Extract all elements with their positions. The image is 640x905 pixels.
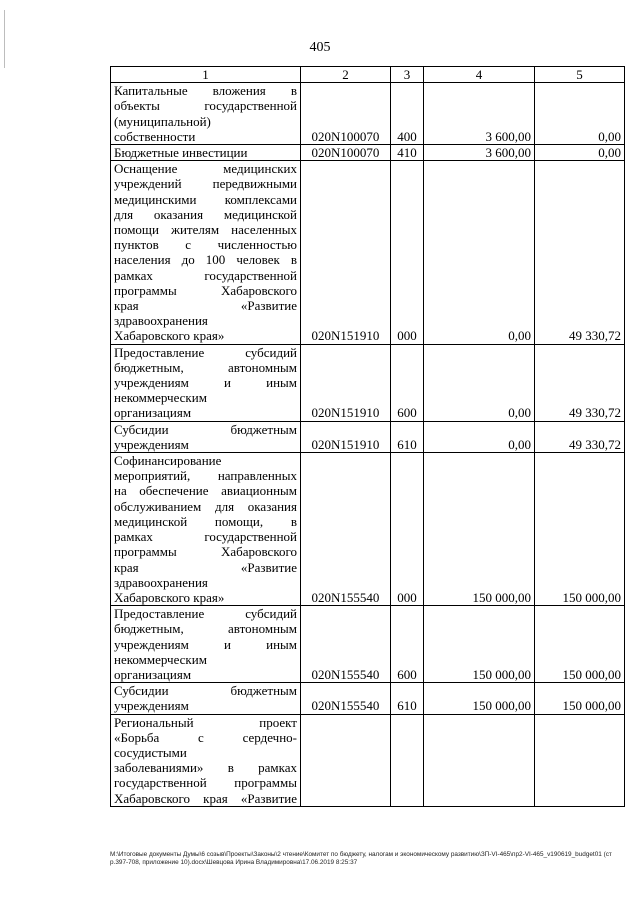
row-code: 020N151910 xyxy=(301,421,391,452)
row-name-line: учреждениям и иным xyxy=(114,636,297,652)
row-col4: 0,00 xyxy=(424,344,535,421)
row-name xyxy=(111,421,301,452)
row-col5: 0,00 xyxy=(535,83,625,145)
row-name-line: на обеспечение авиационным xyxy=(114,483,297,499)
row-name-line: Хабаровского края «Развитие xyxy=(114,790,297,806)
row-name-line: помощи жителям населенных xyxy=(114,222,297,238)
row-type: 610 xyxy=(391,683,424,714)
row-col5: 49 330,72 xyxy=(535,421,625,452)
row-name-line: здравоохранения xyxy=(114,313,208,329)
row-name-line: здравоохранения xyxy=(114,574,208,590)
header-col-5: 5 xyxy=(535,67,625,83)
row-type: 610 xyxy=(391,421,424,452)
row-name-line: Оснащение медицинских xyxy=(114,161,297,177)
scan-edge-mark xyxy=(4,10,5,68)
row-name xyxy=(111,683,301,714)
row-name-line: Хабаровского края» xyxy=(114,589,225,605)
row-code: 020N151910 xyxy=(301,344,391,421)
row-col5: 150 000,00 xyxy=(535,606,625,683)
row-code: 020N155540 xyxy=(301,683,391,714)
row-type: 000 xyxy=(391,453,424,606)
table-row xyxy=(111,161,625,344)
table-row xyxy=(111,344,625,421)
row-name xyxy=(111,714,301,806)
row-name-line: для оказания медицинской xyxy=(114,206,297,222)
row-name-line: Софинансирование xyxy=(114,453,222,469)
row-name-line: государственной программы xyxy=(114,775,297,791)
row-name-line: объекты государственной xyxy=(114,98,297,114)
row-type: 410 xyxy=(391,145,424,161)
row-name xyxy=(111,161,301,344)
page-number: 405 xyxy=(309,40,331,55)
row-name xyxy=(111,145,301,161)
row-name-line: пунктов с численностью xyxy=(114,237,297,253)
row-name xyxy=(111,453,301,606)
row-type xyxy=(391,714,424,806)
row-type: 000 xyxy=(391,161,424,344)
row-name-line: населения до 100 человек в xyxy=(114,252,297,268)
table-row xyxy=(111,145,625,161)
row-col5: 150 000,00 xyxy=(535,683,625,714)
row-col4: 150 000,00 xyxy=(424,453,535,606)
row-code: 020N155540 xyxy=(301,606,391,683)
row-name-line: некоммерческим xyxy=(114,651,207,667)
row-name-line: Предоставление субсидий xyxy=(114,606,297,622)
row-name-line: медицинскими комплексами xyxy=(114,191,297,207)
row-name xyxy=(111,344,301,421)
row-col5: 49 330,72 xyxy=(535,161,625,344)
row-col5: 49 330,72 xyxy=(535,344,625,421)
row-name-line: края «Развитие xyxy=(114,559,297,575)
row-name-line: Субсидии бюджетным xyxy=(114,683,297,699)
row-name-line: бюджетным, автономным xyxy=(114,359,297,375)
row-code: 020N100070 xyxy=(301,145,391,161)
table-row xyxy=(111,606,625,683)
budget-table xyxy=(110,66,625,807)
table-row xyxy=(111,714,625,806)
row-name-line: мероприятий, направленных xyxy=(114,468,297,484)
header-col-2: 2 xyxy=(301,67,391,83)
row-code xyxy=(301,714,391,806)
row-col5 xyxy=(535,714,625,806)
row-name-line: Субсидии бюджетным xyxy=(114,421,297,437)
row-name-line: организациям xyxy=(114,405,192,421)
row-name-line: бюджетным, автономным xyxy=(114,621,297,637)
row-col4: 150 000,00 xyxy=(424,606,535,683)
table-row xyxy=(111,683,625,714)
row-name-line: рамках государственной xyxy=(114,529,297,545)
table-row xyxy=(111,83,625,145)
table-row xyxy=(111,453,625,606)
header-col-3: 3 xyxy=(391,67,424,83)
row-name-line: организациям xyxy=(114,666,192,682)
header-col-4: 4 xyxy=(424,67,535,83)
row-col4: 3 600,00 xyxy=(424,145,535,161)
row-col5: 150 000,00 xyxy=(535,453,625,606)
row-col5: 0,00 xyxy=(535,145,625,161)
row-type: 600 xyxy=(391,606,424,683)
row-name-line: Предоставление субсидий xyxy=(114,344,297,360)
row-name-line: Капитальные вложения в xyxy=(114,83,297,99)
row-type: 600 xyxy=(391,344,424,421)
row-name-line: медицинской помощи, в xyxy=(114,513,297,529)
row-name-line: рамках государственной xyxy=(114,267,297,283)
row-name-line: учреждениям xyxy=(114,436,189,452)
row-name xyxy=(111,83,301,145)
table-row xyxy=(111,421,625,452)
row-name-line: учреждений передвижными xyxy=(114,176,297,192)
row-name-line: собственности xyxy=(114,128,196,144)
row-name-line: программы Хабаровского xyxy=(114,544,297,560)
row-col4: 0,00 xyxy=(424,161,535,344)
row-col4: 0,00 xyxy=(424,421,535,452)
row-name-line: обслуживанием для оказания xyxy=(114,498,297,514)
row-name-line: некоммерческим xyxy=(114,390,207,406)
row-name-line: края «Развитие xyxy=(114,298,297,314)
row-name-line: программы Хабаровского xyxy=(114,282,297,298)
row-code: 020N155540 xyxy=(301,453,391,606)
header-col-1: 1 xyxy=(111,67,301,83)
row-type: 400 xyxy=(391,83,424,145)
row-name-line: Хабаровского края» xyxy=(114,328,225,344)
row-name-line: (муниципальной) xyxy=(114,113,211,129)
row-col4: 3 600,00 xyxy=(424,83,535,145)
row-name-line: Региональный проект xyxy=(114,714,297,730)
row-code: 020N151910 xyxy=(301,161,391,344)
row-name-line: заболеваниями» в рамках xyxy=(114,760,297,776)
row-col4 xyxy=(424,714,535,806)
row-code: 020N100070 xyxy=(301,83,391,145)
row-col4: 150 000,00 xyxy=(424,683,535,714)
row-name-line: учреждениям xyxy=(114,698,189,714)
row-name-line: учреждениям и иным xyxy=(114,375,297,391)
row-name-line: «Борьба с сердечно- xyxy=(114,729,297,745)
row-name xyxy=(111,606,301,683)
row-name-line: Бюджетные инвестиции xyxy=(114,145,248,161)
header-row xyxy=(111,67,625,83)
row-name-line: сосудистыми xyxy=(114,744,187,760)
document-footer-path: M:\Итоговые документы Думы\6 созыв\Проекты\Законы\2 чтение\Комитет по бюджету, налогам и экономическому развитию\ЗП-VI-465\пр2-VI-465_v190619_budget01 (стр.397-708, приложение 10).docx\Шевцова Ирина Владимировна\17.06.2019 8:25:37 xyxy=(110,851,612,866)
